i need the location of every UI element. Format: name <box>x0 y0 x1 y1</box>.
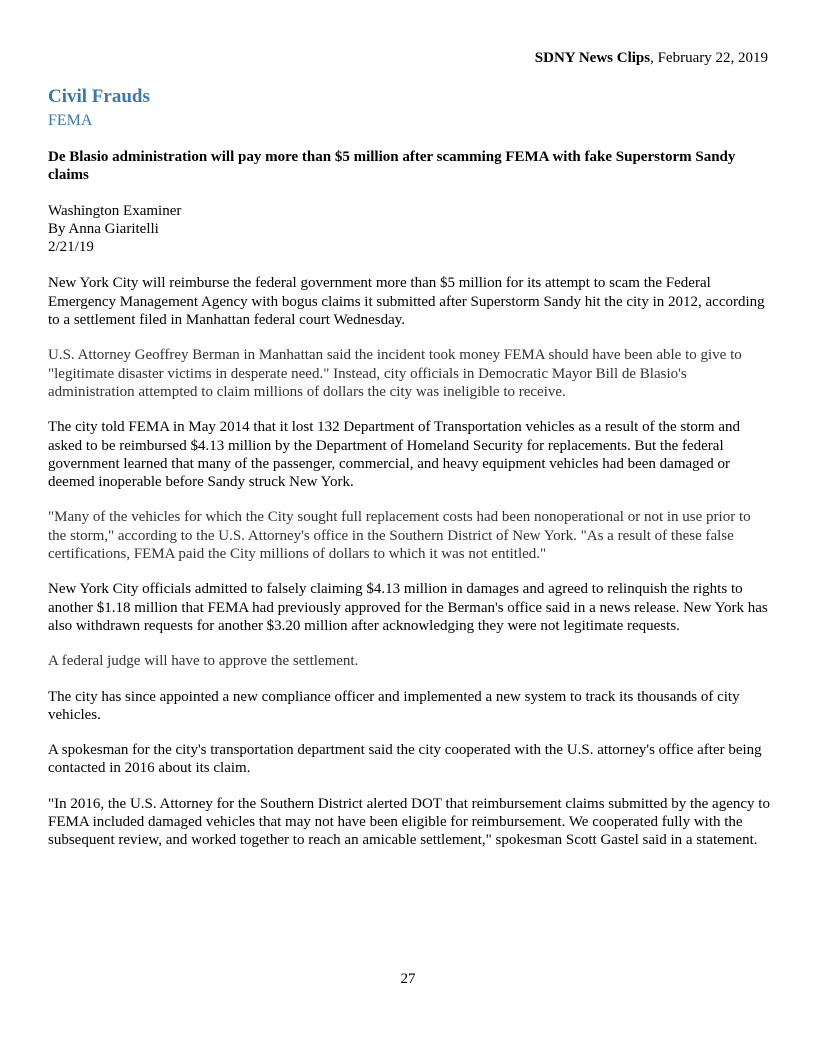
article-meta <box>48 202 770 257</box>
article-paragraph: U.S. Attorney Geoffrey Berman in Manhattan said the incident took money FEMA should have been able to give to "legitimate disaster victims in desperate need." Instead, city officials in Democratic Mayor Bill de Blasio's administration attempted to claim millions of dollars the city was ineligible to receive. <box>48 347 742 400</box>
page-number: 27 <box>400 971 416 987</box>
article-paragraph: New York City will reimburse the federal government more than $5 million for its attempt to scam the Federal Emergency Management Agency with bogus claims it submitted after Superstorm Sandy hit the city in 2012, according to a settlement filed in Manhattan federal court Wednesday. <box>48 275 765 329</box>
article-headline: De Blasio administration will pay more than $5 million after scamming FEMA with fake Superstorm Sandy claims <box>48 149 736 184</box>
header-source: SDNY News Clips <box>534 50 651 66</box>
section-subtitle: FEMA <box>48 112 93 129</box>
article-paragraph: New York City officials admitted to falsely claiming $4.13 million in damages and agreed to relinquish the rights to another $1.18 million that FEMA had previously approved for the Berman's office said in a news release. New York has also withdrawn requests for another $3.20 million after acknowledging they were not legitimate requests. <box>48 581 768 634</box>
article-paragraph: "In 2016, the U.S. Attorney for the Southern District alerted DOT that reimbursement claims submitted by the agency to FEMA included damaged vehicles that may not have been eligible for reimbursement. We cooperated fully with the subsequent review, and worked together to reach an amicable settlement," spokesman Scott Gastel said in a statement. <box>48 795 770 849</box>
article-paragraph: A spokesman for the city's transportation department said the city cooperated with the U.S. attorney's office after being contacted in 2016 about its claim. <box>48 742 762 777</box>
page-header <box>535 49 768 67</box>
header-date: , February 22, 2019 <box>650 50 768 66</box>
article-paragraph: "Many of the vehicles for which the City sought full replacement costs had been nonoperational or not in use prior to the storm," according to the U.S. Attorney's office in the Southern District of New York. "As a result of these false certifications, FEMA paid the City millions of dollars to which it was not entitled." <box>48 509 751 563</box>
section-title: Civil Frauds <box>48 86 150 107</box>
article-date: 2/21/19 <box>48 239 94 256</box>
article <box>48 148 770 867</box>
article-paragraph: A federal judge will have to approve the settlement. <box>48 653 359 670</box>
article-publication: Washington Examiner <box>48 202 182 219</box>
article-paragraph: The city has since appointed a new compliance officer and implemented a new system to track its thousands of city vehicles. <box>48 688 740 723</box>
article-byline: By Anna Giaritelli <box>48 220 159 237</box>
article-paragraph: The city told FEMA in May 2014 that it lost 132 Department of Transportation vehicles as a result of the storm and asked to be reimbursed $4.13 million by the Department of Homeland Security for replacements. But the federal government learned that many of the passenger, commercial, and heavy equipment vehicles had been damaged or deemed inoperable before Sandy struck New York. <box>48 419 740 491</box>
